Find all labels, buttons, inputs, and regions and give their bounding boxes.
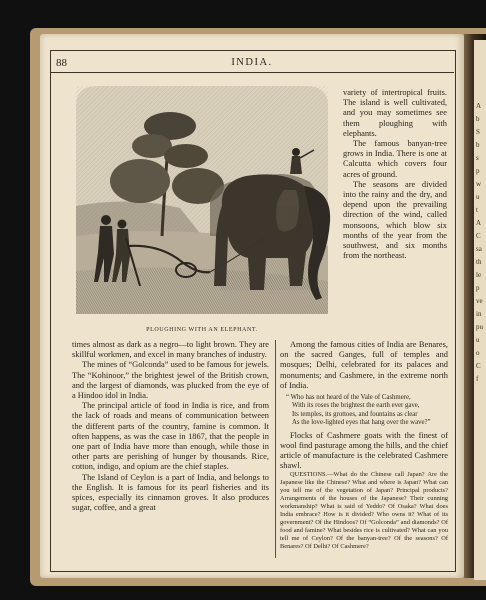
next-page-glyph: ve: [476, 297, 483, 305]
left-para-1: times almost as dark as a negro—to light brown. They are skillful workmen, and excel in many branches of industry.: [72, 340, 269, 360]
book-page: [40, 34, 464, 578]
column-divider: [275, 340, 276, 558]
next-page-glyph: w: [476, 180, 482, 188]
next-page-glyph: le: [476, 271, 482, 279]
left-para-2: The mines of “Golconda” used to be famous for jewels. The “Kohinoor,” the brightest jewel of the British crown, and the largest of diamonds, was plucked from the eye of a Hindoo idol in India.: [72, 360, 269, 401]
left-para-4: The Island of Ceylon is a part of India, and belongs to the English. It is famous for its pearl fisheries and its spices, especially its cinnamon groves. It also produces sugar, coffee, and a great: [72, 472, 269, 513]
poem-quote: [286, 394, 448, 428]
page-number: 88: [56, 57, 67, 69]
page-header: [50, 54, 454, 73]
next-page-glyph: in: [476, 310, 482, 318]
elephant: [214, 174, 330, 300]
next-page-glyph: f: [476, 375, 479, 383]
next-page-glyph: o: [476, 349, 480, 357]
elephant-engraving: [70, 86, 334, 324]
right-para-3: The seasons are divided into the rainy and the dry, and depend upon the prevailing direction of the wind, called monsoons, which blow six months of the year from the southwest, and six months from the northeast.: [343, 179, 447, 261]
next-page-glyph: t: [476, 206, 478, 214]
poem-line: With its roses the brightest the earth ever gave,: [292, 402, 420, 410]
next-page-glyph: S: [476, 128, 480, 136]
left-para-3: The principal article of food in India is rice, and from the lack of roads and means of communication between the different parts of the country, famine is common. It often happens, as was the case in 1867, that the people in one part of India have more than enough, while those in other parts are perishing of hunger by thousands. Rice, cotton, indigo, and opium are the chief staples.: [72, 401, 269, 472]
next-page-glyph: u: [476, 193, 480, 201]
next-page-glyph: C: [476, 362, 481, 370]
next-page-glyph: b: [476, 115, 480, 123]
right-para-2: The famous banyan-tree grows in India. There is one at Calcutta which covers four acres of ground.: [343, 139, 447, 179]
left-column: [72, 340, 269, 513]
next-page-glyph: A: [476, 102, 482, 110]
next-page-glyph: b: [476, 141, 480, 149]
next-page-glyph: A: [476, 219, 482, 227]
next-page-glyph: th: [476, 258, 482, 266]
next-page-text: [476, 100, 486, 386]
next-page-glyph: p: [476, 167, 480, 175]
next-page-glyph: C: [476, 232, 481, 240]
poem-line: As the love-lighted eyes that hang over the wave?”: [292, 419, 431, 427]
middle-para-2: Flocks of Cashmere goats with the finest of wool find pasturage among the hills, and the chief article of manufacture is the celebrated Cashmere shawl.: [280, 430, 448, 471]
next-page-glyph: p: [476, 284, 480, 292]
poem-line: Its temples, its grottoes, and fountains as clear: [292, 410, 418, 418]
right-column: [343, 88, 447, 261]
next-page-glyph: u: [476, 336, 480, 344]
middle-column: [280, 340, 448, 551]
next-page-glyph: pu: [476, 323, 483, 331]
next-page-glyph: sa: [476, 245, 482, 253]
figure-caption: PLOUGHING WITH AN ELEPHANT.: [146, 327, 258, 333]
poem-line: “ Who has not heard of the Vale of Cashmere,: [286, 394, 411, 402]
questions-block: QUESTIONS.—What do the Chinese call Japan? Are the Japanese like the Chinese? What and where is Japan? What can you tell me of the vegetation of Japan? Principal products? Arrangements of the houses of the Japanese? Their cunning workmanship? What is said of Yeddo? Of Osaka? What does India embrace? How is it divided? Who owns it? What of its government? Of the Hindoos? Of “Golconda” and diamonds? Of food and famine? What besides rice is cultivated? What can you tell me of Ceylon? Of the banyan-tree? Of the seasons? Of Benares? Of Delhi? Of Cashmere?: [280, 471, 448, 550]
running-head: INDIA.: [231, 57, 273, 68]
middle-para-1: Among the famous cities of India are Benares, on the sacred Ganges, full of temples and mosques; Delhi, celebrated for its palaces and monuments; and Cashmere, in the extreme north of India.: [280, 340, 448, 390]
next-page-glyph: s: [476, 154, 479, 162]
right-para-1: variety of intertropical fruits. The island is well cultivated, and you may sometimes see them ploughing with elephants.: [343, 88, 447, 138]
